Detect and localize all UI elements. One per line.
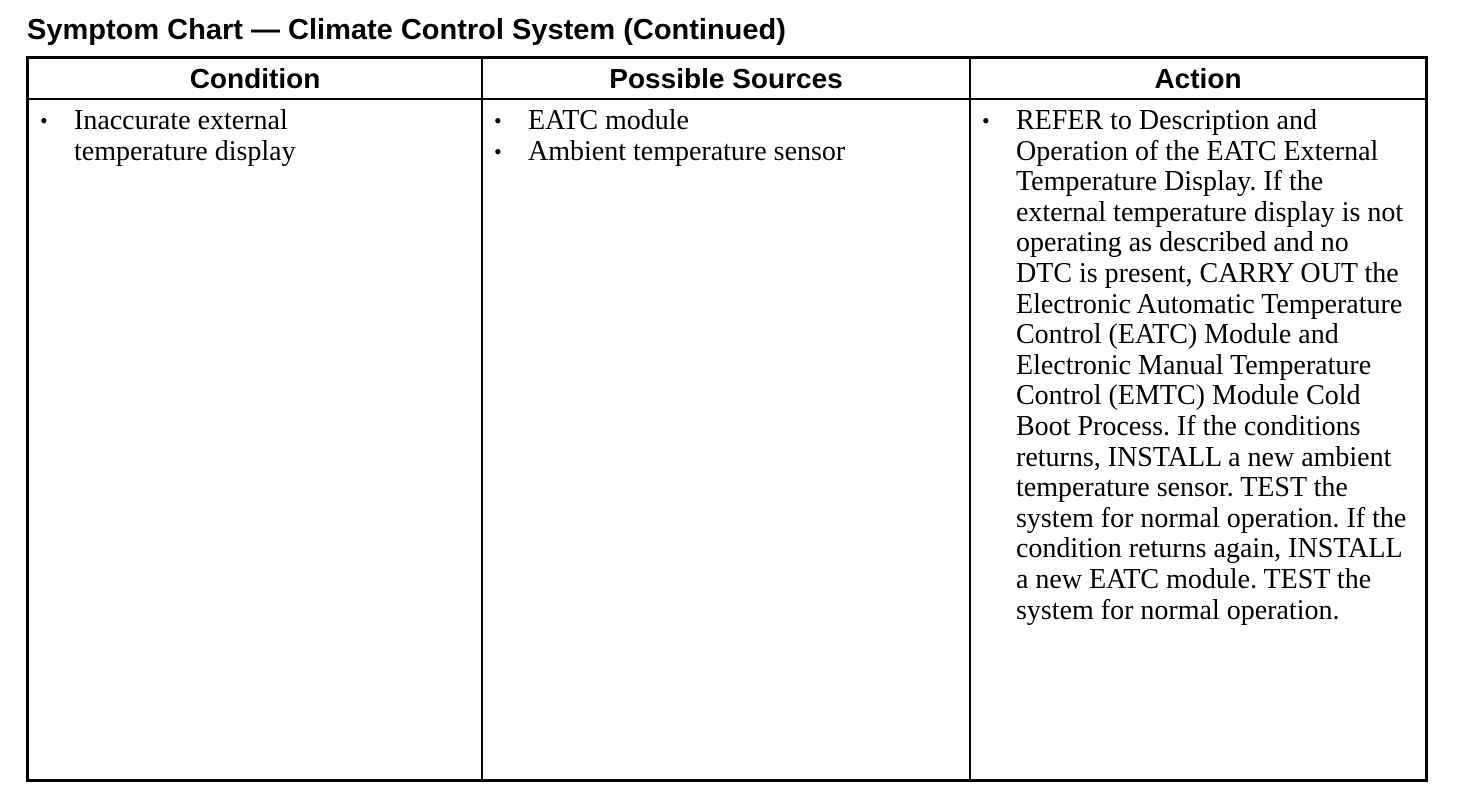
- action-list: [971, 106, 1407, 626]
- sources-list: [483, 106, 963, 167]
- list-item: [483, 106, 963, 137]
- sources-cell: [483, 106, 963, 167]
- bullet-icon: •: [494, 108, 502, 133]
- bullet-icon: •: [40, 108, 48, 133]
- bullet-icon: •: [982, 108, 990, 133]
- condition-cell: [29, 106, 477, 167]
- header-divider: [29, 98, 1425, 100]
- header-condition: Condition: [189, 63, 321, 94]
- symptom-chart-table: [26, 56, 1428, 782]
- condition-text: Inaccurate external temperature display: [74, 105, 296, 167]
- page-title: Symptom Chart — Climate Control System (Continued): [27, 14, 786, 46]
- header-possible-sources: Possible Sources: [609, 63, 843, 94]
- list-item: [29, 106, 344, 167]
- list-item: [971, 106, 1407, 626]
- bullet-icon: •: [494, 138, 502, 164]
- action-cell: [971, 106, 1407, 626]
- source-text: EATC module: [528, 105, 689, 136]
- action-text: REFER to Description and Operation of the EATC External Temperature Display. If the external temperature display is not operating as described and no DTC is present, CARRY OUT the Electronic Automatic Temperature Control (EATC) Module and Electronic Manual Temperature Control (EMTC) Module Cold Boot Process. If the conditions returns, INSTALL a new ambient temperature sensor. TEST the system for normal operation. If the condition returns again, INSTALL a new EATC module. TEST the system for normal operation.: [1016, 105, 1407, 626]
- header-action: Action: [1154, 63, 1242, 94]
- list-item: [483, 137, 963, 168]
- condition-list: [29, 106, 477, 167]
- source-text: Ambient temperature sensor: [528, 135, 846, 167]
